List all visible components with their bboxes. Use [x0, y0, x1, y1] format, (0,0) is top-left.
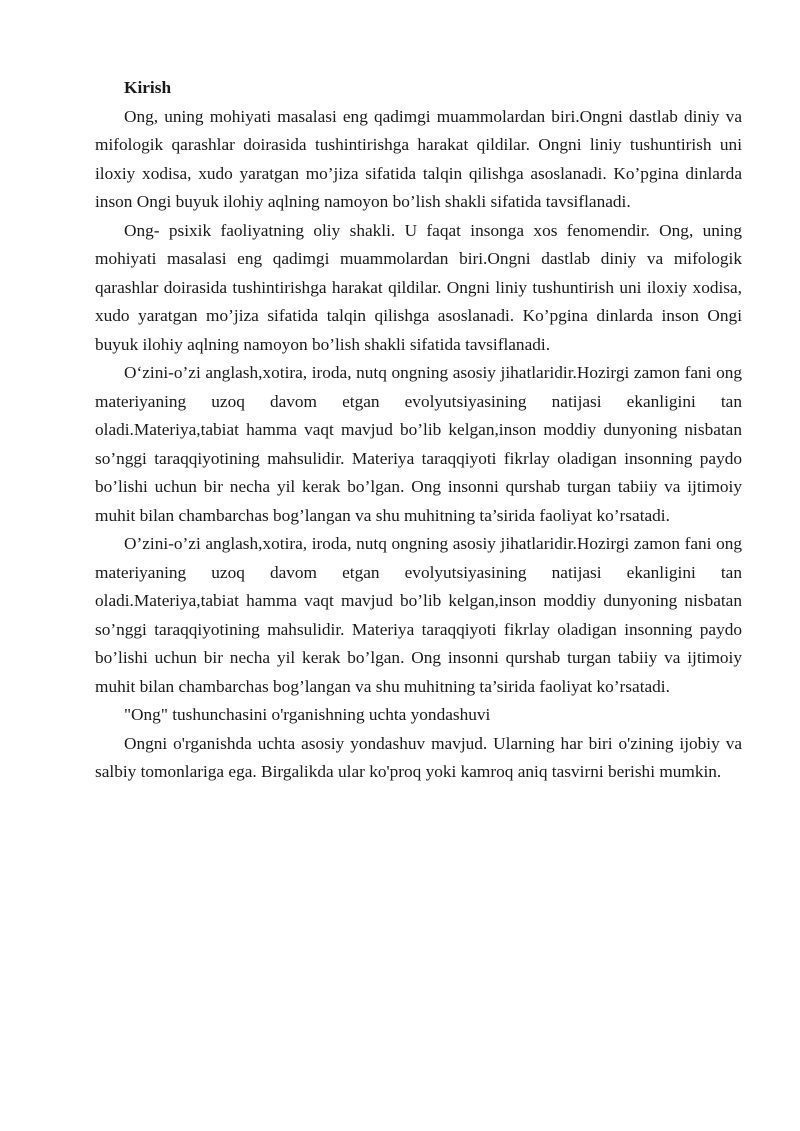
paragraph-4: O’zini-o’zi anglash,xotira, iroda, nutq ongning asosiy jihatlaridir.Hozirgi zamon fani ong materiyaning uzoq davom etgan evolyutsiyasining natijasi ekanligini tan oladi.Materiya,tabiat hamma vaqt mavjud bo’lib kelgan,inson moddiy dunyoning nisbatan so’nggi taraqqiyotining mahsulidir. Materiya taraqqiyoti fikrlay oladigan insonning paydo bo’lishi uchun bir necha yil kerak bo’lgan. Ong insonni qurshab turgan tabiiy va ijtimoiy muhit bilan chambarchas bog’langan va shu muhitning ta’sirida faoliyat ko’rsatadi.: [95, 534, 742, 696]
paragraph-1: Ong, uning mohiyati masalasi eng qadimgi muammolardan biri.Ongni dastlab diniy va mifologik qarashlar doirasida tushintirishga harakat qildilar. Ongni liniy tushuntirish uni iloxiy xodisa, xudo yaratgan mo’jiza sifatida talqin qilishga asoslanadi. Ko’pgina dinlarda inson Ongi buyuk ilohiy aqlning namoyon bo’lish shakli sifatida tavsiflanadi.: [95, 106, 742, 211]
paragraph-6: Ongni o'rganishda uchta asosiy yondashuv mavjud. Ularning har biri o'zining ijobiy va salbiy tomonlariga ega. Birgalikda ular ko'proq yoki kamroq aniq tasvirni berishi mumkin.: [95, 733, 742, 781]
paragraph-2: Ong- psixik faoliyatning oliy shakli. U faqat insonga xos fenomendir. Ong, uning mohiyati masalasi eng qadimgi muammolardan biri.Ongni dastlab diniy va mifologik qarashlar doirasida tushintirishga harakat qildilar. Ongni liniy tushuntirish uni iloxiy xodisa, xudo yaratgan mo’jiza sifatida talqin qilishga asoslanadi. Ko’pgina dinlarda inson Ongi buyuk ilohiy aqlning namoyon bo’lish shakli sifatida tavsiflanadi.: [95, 220, 742, 354]
document-body: [95, 74, 742, 787]
section-heading: Kirish: [124, 78, 172, 97]
paragraph-3: O‘zini-o’zi anglash,xotira, iroda, nutq ongning asosiy jihatlaridir.Hozirgi zamon fani ong materiyaning uzoq davom etgan evolyutsiyasining natijasi ekanligini tan oladi.Materiya,tabiat hamma vaqt mavjud bo’lib kelgan,inson moddiy dunyoning nisbatan so’nggi taraqqiyotining mahsulidir. Materiya taraqqiyoti fikrlay oladigan insonning paydo bo’lishi uchun bir necha yil kerak bo’lgan. Ong insonni qurshab turgan tabiiy va ijtimoiy muhit bilan chambarchas bog’langan va shu muhitning ta’sirida faoliyat ko’rsatadi.: [95, 363, 742, 525]
subheading-paragraph: "Ong" tushunchasini o'rganishning uchta yondashuvi: [124, 705, 491, 724]
